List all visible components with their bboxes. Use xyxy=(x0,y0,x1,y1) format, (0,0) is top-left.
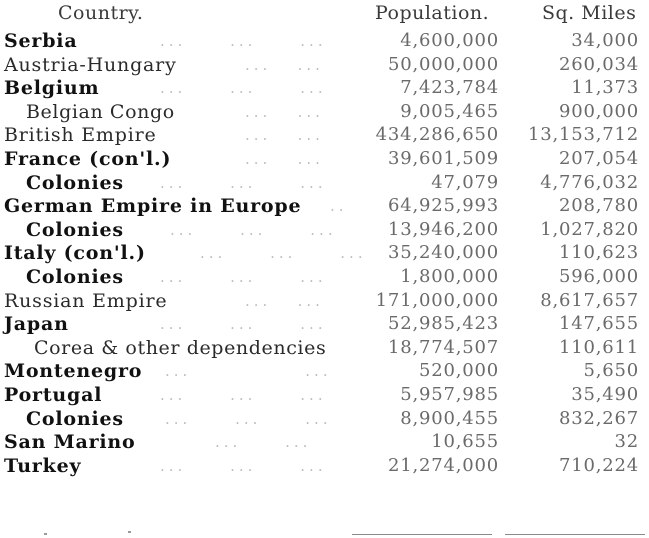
row-country: Corea & other dependencies xyxy=(34,336,327,359)
table-row xyxy=(0,53,649,77)
dot-leader: ... ... ... xyxy=(160,456,327,475)
row-population: 8,900,455 xyxy=(400,407,499,429)
dot-leader: ... ... xyxy=(215,433,312,452)
row-population: 434,286,650 xyxy=(375,124,499,146)
row-sq-miles: 34,000 xyxy=(571,30,639,51)
row-country: Turkey xyxy=(4,454,82,477)
dot-leader: ... ... xyxy=(165,362,332,381)
table-row xyxy=(0,359,649,383)
row-country: Serbia xyxy=(4,30,78,52)
row-sq-miles: 32 xyxy=(614,431,639,453)
table-row xyxy=(0,312,649,336)
table-body xyxy=(0,29,649,477)
row-population: 520,000 xyxy=(418,360,499,382)
table-row xyxy=(0,218,649,242)
row-country: German Empire in Europe xyxy=(4,195,302,218)
header-country: Country. xyxy=(58,2,144,24)
row-country: Japan xyxy=(4,313,69,336)
dot-leader: ... ... ... xyxy=(165,409,332,428)
dot-leader: ... ... ... xyxy=(200,244,367,263)
table-row xyxy=(0,289,649,313)
row-population: 21,274,000 xyxy=(387,454,499,476)
row-country: Austria-Hungary xyxy=(4,53,177,76)
dot-leader: ... ... ... xyxy=(160,315,327,334)
table-row xyxy=(0,407,649,431)
dot-leader: ... ... ... xyxy=(160,385,327,404)
row-country: British Empire xyxy=(4,124,157,147)
row-sq-miles: 260,034 xyxy=(558,53,639,75)
dot-leader: ... ... xyxy=(245,291,324,310)
row-population: 9,005,465 xyxy=(400,100,499,122)
table-row xyxy=(0,241,649,265)
row-country: Belgium xyxy=(4,77,100,100)
row-population: 50,000,000 xyxy=(387,53,499,75)
table-row xyxy=(0,265,649,289)
row-population: 13,946,200 xyxy=(387,218,499,240)
row-population: 1,800,000 xyxy=(400,265,499,287)
row-country: Montenegro xyxy=(4,360,143,383)
row-country: Italy (con'l.) xyxy=(4,242,146,265)
row-sq-miles: 900,000 xyxy=(558,100,639,122)
row-population: 171,000,000 xyxy=(375,289,499,311)
total-rule-sq-miles xyxy=(505,534,645,535)
dot-leader: ... ... ... xyxy=(160,32,327,50)
row-population: 18,774,507 xyxy=(387,336,499,358)
dot-leader: .. xyxy=(330,197,348,216)
table-row xyxy=(0,336,649,360)
row-population: 35,240,000 xyxy=(387,242,499,264)
row-population: 47,079 xyxy=(431,171,499,193)
row-population: 39,601,509 xyxy=(387,147,499,169)
table-row xyxy=(0,171,649,195)
table-row xyxy=(0,430,649,454)
dot-leader: ... ... xyxy=(245,149,324,168)
table-row xyxy=(0,383,649,407)
table-row xyxy=(0,100,649,124)
row-population: 64,925,993 xyxy=(387,195,499,217)
row-country: Colonies xyxy=(26,407,124,430)
row-sq-miles: 1,027,820 xyxy=(540,218,639,240)
row-population: 52,985,423 xyxy=(387,313,499,335)
dot-leader: ... ... ... xyxy=(160,79,327,98)
table-header xyxy=(0,2,649,30)
row-country: Russian Empire xyxy=(4,289,168,312)
table-row xyxy=(0,29,649,53)
table-row xyxy=(0,123,649,147)
row-country: San Marino xyxy=(4,431,136,454)
table-row xyxy=(0,454,649,478)
print-speck xyxy=(44,533,47,535)
row-population: 10,655 xyxy=(431,431,499,453)
row-sq-miles: 35,490 xyxy=(571,383,639,405)
dot-leader: ... ... ... xyxy=(160,267,327,286)
row-country: Colonies xyxy=(26,218,124,241)
row-country: Portugal xyxy=(4,383,103,406)
row-population: 7,423,784 xyxy=(400,77,499,99)
row-sq-miles: 4,776,032 xyxy=(540,171,639,193)
row-sq-miles: 208,780 xyxy=(558,195,639,217)
dot-leader: ... ... ... xyxy=(170,220,337,239)
row-country: Colonies xyxy=(26,171,124,194)
dot-leader: ... ... ... xyxy=(160,173,327,192)
table-row xyxy=(0,194,649,218)
row-population: 5,957,985 xyxy=(400,383,499,405)
row-country: France (con'l.) xyxy=(4,147,172,170)
table-row xyxy=(0,147,649,171)
row-sq-miles: 596,000 xyxy=(558,265,639,287)
total-rule-population xyxy=(352,534,492,535)
row-population: 4,600,000 xyxy=(400,30,499,51)
print-speck xyxy=(128,531,131,533)
row-sq-miles: 8,617,657 xyxy=(540,289,639,311)
row-sq-miles: 710,224 xyxy=(558,454,639,476)
row-sq-miles: 207,054 xyxy=(558,147,639,169)
row-sq-miles: 110,611 xyxy=(558,336,639,358)
row-country: Belgian Congo xyxy=(26,100,175,123)
row-sq-miles: 110,623 xyxy=(558,242,639,264)
row-sq-miles: 13,153,712 xyxy=(527,124,639,146)
header-sq-miles: Sq. Miles xyxy=(542,2,637,24)
row-country: Colonies xyxy=(26,265,124,288)
dot-leader: ... ... xyxy=(245,102,324,121)
row-sq-miles: 147,655 xyxy=(558,313,639,335)
header-population: Population. xyxy=(375,2,490,24)
dot-leader: ... ... xyxy=(245,126,324,145)
dot-leader: ... ... xyxy=(245,55,324,74)
row-sq-miles: 5,650 xyxy=(583,360,639,382)
row-sq-miles: 832,267 xyxy=(558,407,639,429)
table-row xyxy=(0,76,649,100)
row-sq-miles: 11,373 xyxy=(571,77,639,99)
